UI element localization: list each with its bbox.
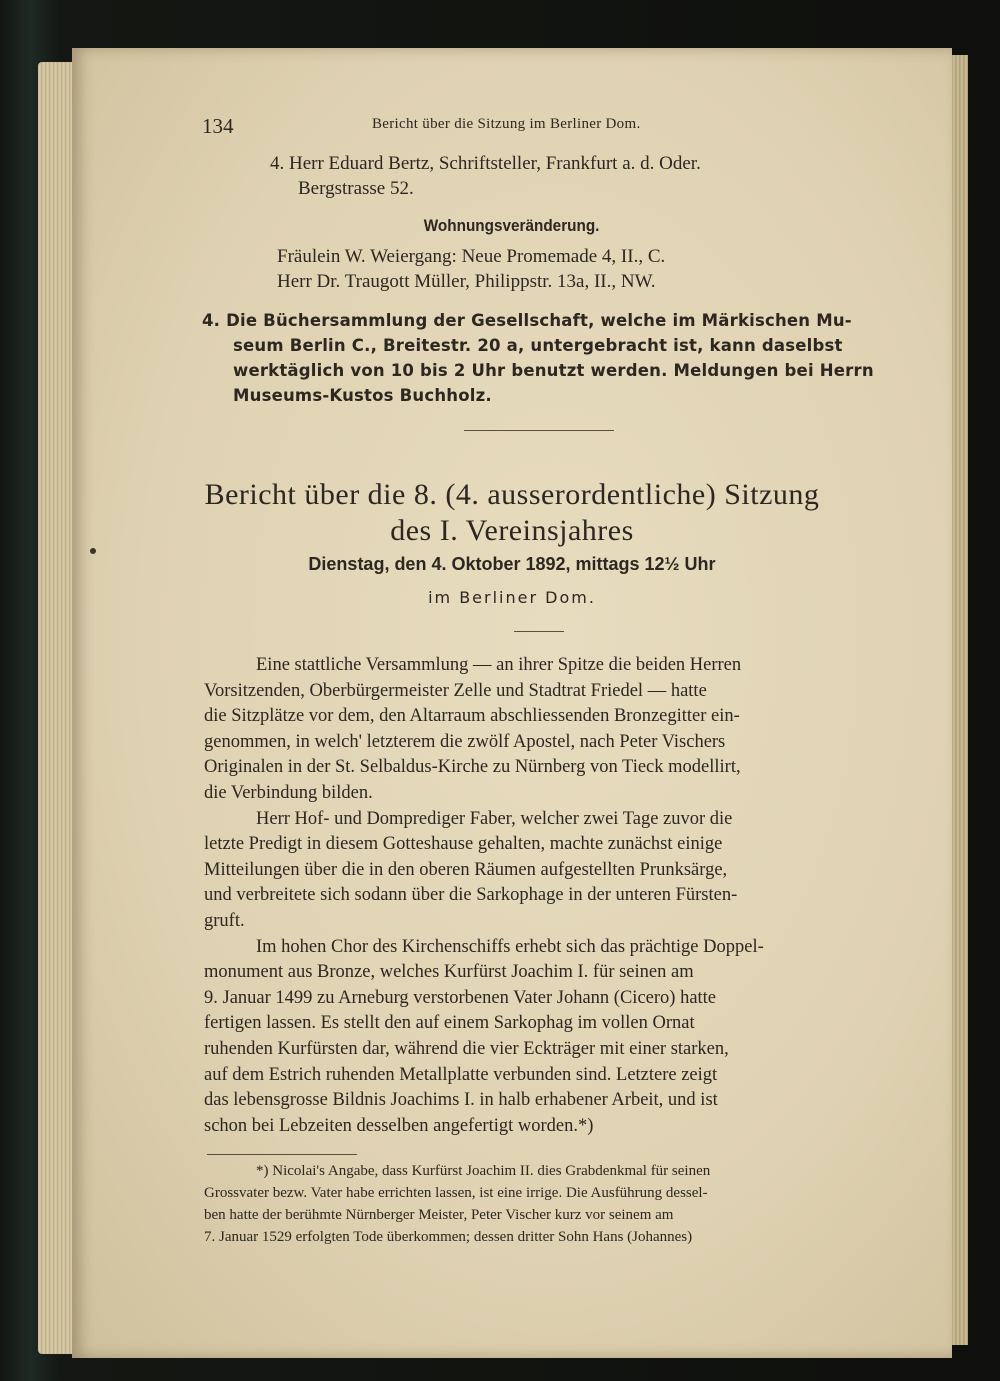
body-line: die Verbindung bilden. bbox=[204, 782, 373, 803]
address-change-line: Herr Dr. Traugott Müller, Philippstr. 13a, II., NW. bbox=[277, 271, 656, 292]
member-entry-line: Bergstrasse 52. bbox=[298, 178, 414, 199]
body-line: Originalen in der St. Selbaldus-Kirche zu Nürnberg von Tieck modellirt, bbox=[204, 757, 741, 778]
body-line: gruft. bbox=[204, 910, 245, 931]
footnote bbox=[204, 1160, 894, 1248]
title-divider bbox=[514, 631, 564, 632]
body-line: ruhenden Kurfürsten dar, während die vier Eckträger mit einer starken, bbox=[204, 1038, 729, 1059]
report-place: im Berliner Dom. bbox=[428, 588, 596, 607]
report-title-line: des I. Vereinsjahres bbox=[390, 514, 634, 547]
body-line: die Sitzplätze vor dem, den Altarraum abschliessenden Bronzegitter ein- bbox=[204, 706, 740, 727]
page-header bbox=[72, 108, 952, 138]
body-line: letzte Predigt in diesem Gotteshause gehalten, machte zunächst einige bbox=[204, 834, 723, 855]
report-title-line: Bericht über die 8. (4. ausserordentliche) Sitzung bbox=[204, 478, 820, 511]
body-line: schon bei Lebzeiten desselben angefertigt worden.*) bbox=[204, 1115, 594, 1136]
member-entry-line: 4. Herr Eduard Bertz, Schriftsteller, Frankfurt a. d. Oder. bbox=[270, 153, 701, 174]
body-line: und verbreitete sich sodann über die Sarkophage in der unteren Fürsten- bbox=[204, 885, 738, 906]
footnote-line: *) Nicolai's Angabe, dass Kurfürst Joachim II. dies Grabdenkmal für seinen bbox=[256, 1163, 711, 1179]
footnote-rule bbox=[207, 1154, 357, 1155]
body-line: Vorsitzenden, Oberbürgermeister Zelle und Stadtrat Friedel — hatte bbox=[204, 680, 707, 701]
body-line: Im hohen Chor des Kirchenschiffs erhebt sich das prächtige Doppel- bbox=[256, 936, 764, 957]
address-change-line: Fräulein W. Weiergang: Neue Promemade 4, II., C. bbox=[277, 246, 666, 267]
notice-line: werktäglich von 10 bis 2 Uhr benutzt werden. Meldungen bei Herrn bbox=[233, 361, 874, 380]
notice-line: 4. Die Büchersammlung der Gesellschaft, welche im Märkischen Mu- bbox=[202, 311, 852, 330]
notice-line: seum Berlin C., Breitestr. 20 a, untergebracht ist, kann daselbst bbox=[233, 336, 843, 355]
report-date: Dienstag, den 4. Oktober 1892, mittags 12½ Uhr bbox=[308, 554, 716, 574]
body-line: Eine stattliche Versammlung — an ihrer Spitze die beiden Herren bbox=[256, 655, 742, 675]
footnote-line: 7. Januar 1529 erfolgten Tode überkommen; dessen dritter Sohn Hans (Johannes) bbox=[204, 1229, 693, 1245]
body-line: Mitteilungen über die in den oberen Räumen aufgestellten Prunksärge, bbox=[204, 859, 728, 880]
member-entry bbox=[270, 151, 701, 201]
body-line: Herr Hof- und Domprediger Faber, welcher zwei Tage zuvor die bbox=[256, 808, 733, 829]
report-body bbox=[204, 653, 884, 1139]
page-number: 134 bbox=[202, 114, 234, 138]
body-line: auf dem Estrich ruhenden Metallplatte verbunden sind. Letztere zeigt bbox=[204, 1064, 718, 1085]
notice-line: Museums-Kustos Buchholz. bbox=[233, 386, 492, 405]
book-page bbox=[72, 48, 952, 1358]
body-line: genommen, in welch' letzterem die zwölf Apostel, nach Peter Vischers bbox=[204, 731, 726, 752]
address-change bbox=[277, 244, 665, 294]
running-head: Bericht über die Sitzung im Berliner Dom. bbox=[372, 116, 641, 132]
address-change-heading: Wohnungsveränderung. bbox=[424, 216, 600, 235]
address-change-heading-wrap bbox=[72, 216, 952, 236]
footnote-line: ben hatte der berühmte Nürnberger Meister, Peter Vischer kurz vor seinem am bbox=[204, 1207, 674, 1223]
body-line: fertigen lassen. Es stellt den auf einem Sarkophag im vollen Ornat bbox=[204, 1013, 695, 1034]
body-line: das lebensgrosse Bildnis Joachims I. in halb erhabener Arbeit, und ist bbox=[204, 1090, 718, 1111]
body-line: monument aus Bronze, welches Kurfürst Joachim I. für seinen am bbox=[204, 962, 694, 983]
library-notice bbox=[202, 308, 874, 408]
footnote-line: Grossvater bezw. Vater habe errichten lassen, ist eine irrige. Die Ausführung dessel- bbox=[204, 1185, 708, 1201]
section-divider bbox=[464, 430, 614, 431]
body-line: 9. Januar 1499 zu Arneburg verstorbenen Vater Johann (Cicero) hatte bbox=[204, 987, 717, 1008]
